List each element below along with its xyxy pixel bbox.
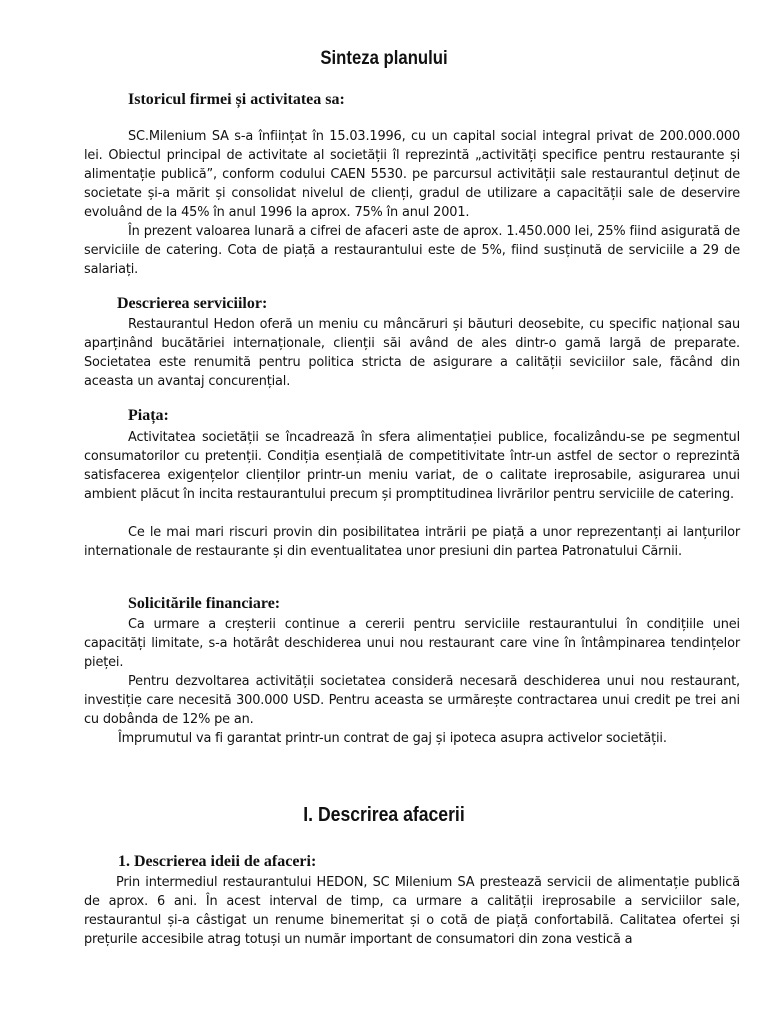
paragraph-market-1: Activitatea societății se încadrează în sfera alimentației publice, focalizându-se pe segmentul consumatorilor cu pretenții. Condiția esențială de competitivitate într-un astfel de sector o reprezintă satisfacerea exigențelor clienților printr-un meniu variat, de o calitate ireprosabile, asigurarea unui ambient plăcut în incita restaurantului precum și promptitudinea livrărilor pentru serviciile de catering. bbox=[84, 430, 740, 502]
paragraph-business-idea: Prin intermediul restaurantului HEDON, SC Milenium SA prestează servicii de alimentație publică de aprox. 6 ani. În acest interval de timp, ca urmare a calității ireprosabile a serviciilor sale, restaurantul și-a câstigat un renume binemeritat și o cotă de piață confortabilă. Calitatea ofertei și prețurile accesibile atrag totuși un număr important de consumatori din zona vestică a bbox=[84, 875, 740, 947]
chapter-subheading: 1. Descrierea ideii de afaceri: bbox=[118, 853, 317, 870]
paragraph-financial-2: Pentru dezvoltarea activității societatea consideră necesară deschiderea unui nou restaurant, investiție care necesită 300.000 USD. Pentru aceasta se urmărește contractarea unui credit pe trei ani cu dobânda de 12% pe an. bbox=[84, 674, 740, 727]
paragraph-market-2: Ce le mai mari riscuri provin din posibilitatea intrării pe piață a unor reprezentanți ai lanțurilor internationale de restaurante și din eventualitatea unor presiuni din partea Patronatului Cărnii. bbox=[84, 525, 740, 559]
paragraph-financial-3: Împrumutul va fi garantat printr-un contrat de gaj și ipoteca asupra activelor societății. bbox=[118, 731, 667, 746]
section-heading-history: Istoricul firmei și activitatea sa: bbox=[128, 91, 345, 108]
paragraph-history-1: SC.Milenium SA s-a înființat în 15.03.1996, cu un capital social integral privat de 200.000.000 lei. Obiectul principal de activitate al societății îl reprezintă „activități specifice pentru restaurante și alimentație publică”, conform codului CAEN 5530. pe parcursul activității sale restaurantul deținut de societate și-a mărit și consolidat nivelul de clienți, gradul de utilizare a capacității sale de deservire evoluând de la 45% în anul 1996 la aprox. 75% în anul 2001. bbox=[84, 129, 740, 220]
section-heading-services: Descrierea serviciilor: bbox=[117, 295, 268, 312]
section-heading-market: Piața: bbox=[128, 407, 169, 424]
paragraph-history-2: În prezent valoarea lunară a cifrei de afaceri aste de aprox. 1.450.000 lei, 25% fiind asigurată de serviciile de catering. Cota de piață a restaurantului este de 5%, fiind susținută de serviciile a 29 de salariați. bbox=[84, 224, 740, 277]
page-title: Sinteza planului bbox=[320, 48, 448, 69]
section-heading-financial: Solicitările financiare: bbox=[128, 595, 281, 612]
paragraph-financial-1: Ca urmare a creșterii continue a cererii pentru serviciile restaurantului în condițiile unei capacități limitate, s-a hotărât deschiderea unui nou restaurant care vine în întâmpinarea tendințelor pieței. bbox=[84, 617, 740, 670]
paragraph-services-1: Restaurantul Hedon oferă un meniu cu mâncăruri și băuturi deosebite, cu specific național sau aparținând bucătăriei internaționale, clienții săi având de ales dintr-o gamă largă de preparate. Societatea este renumită pentru politica stricta de asigurare a calității seviciilor sale, făcând din aceasta un avantaj concurențial. bbox=[84, 317, 740, 389]
chapter-title: I. Descrirea afacerii bbox=[303, 804, 465, 826]
